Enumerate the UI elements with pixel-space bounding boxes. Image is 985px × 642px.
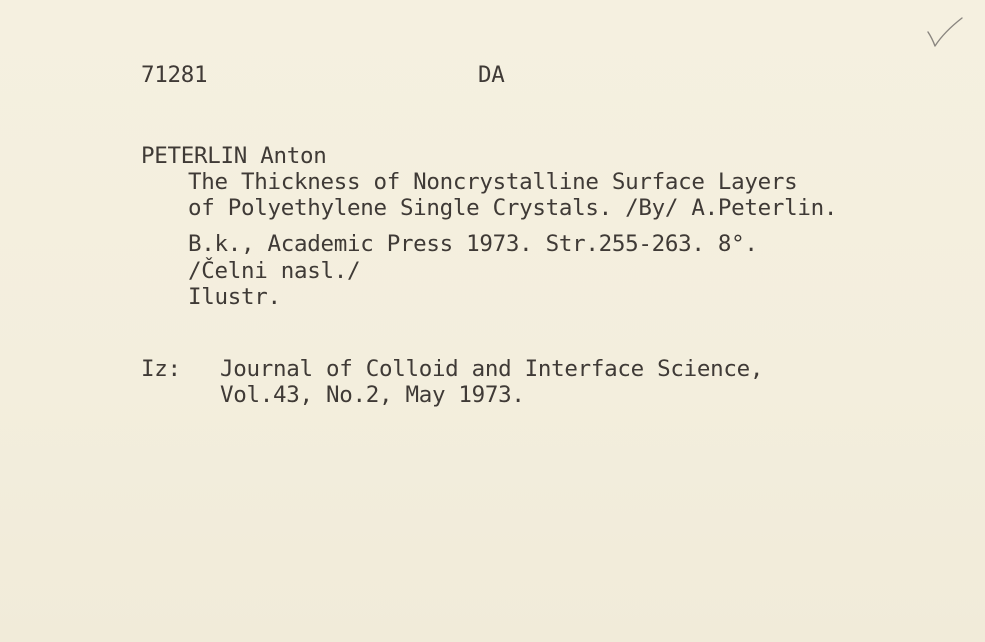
publication-details: B.k., Academic Press 1973. Str.255-263. 8°. — [188, 231, 758, 257]
title-line-2: of Polyethylene Single Crystals. /By/ A.Peterlin. — [188, 195, 838, 221]
title-note: /Čelni nasl./ — [188, 258, 361, 284]
source-prefix: Iz: — [141, 356, 181, 382]
collection-code: DA — [478, 62, 505, 88]
check-mark-icon — [926, 16, 964, 50]
source-journal: Journal of Colloid and Interface Science, — [220, 356, 764, 382]
illustrations-note: Ilustr. — [188, 284, 281, 310]
catalog-number: 71281 — [141, 62, 208, 88]
title-line-1: The Thickness of Noncrystalline Surface Layers — [188, 169, 798, 195]
source-volume: Vol.43, No.2, May 1973. — [220, 382, 525, 408]
author-name: PETERLIN Anton — [141, 143, 327, 169]
